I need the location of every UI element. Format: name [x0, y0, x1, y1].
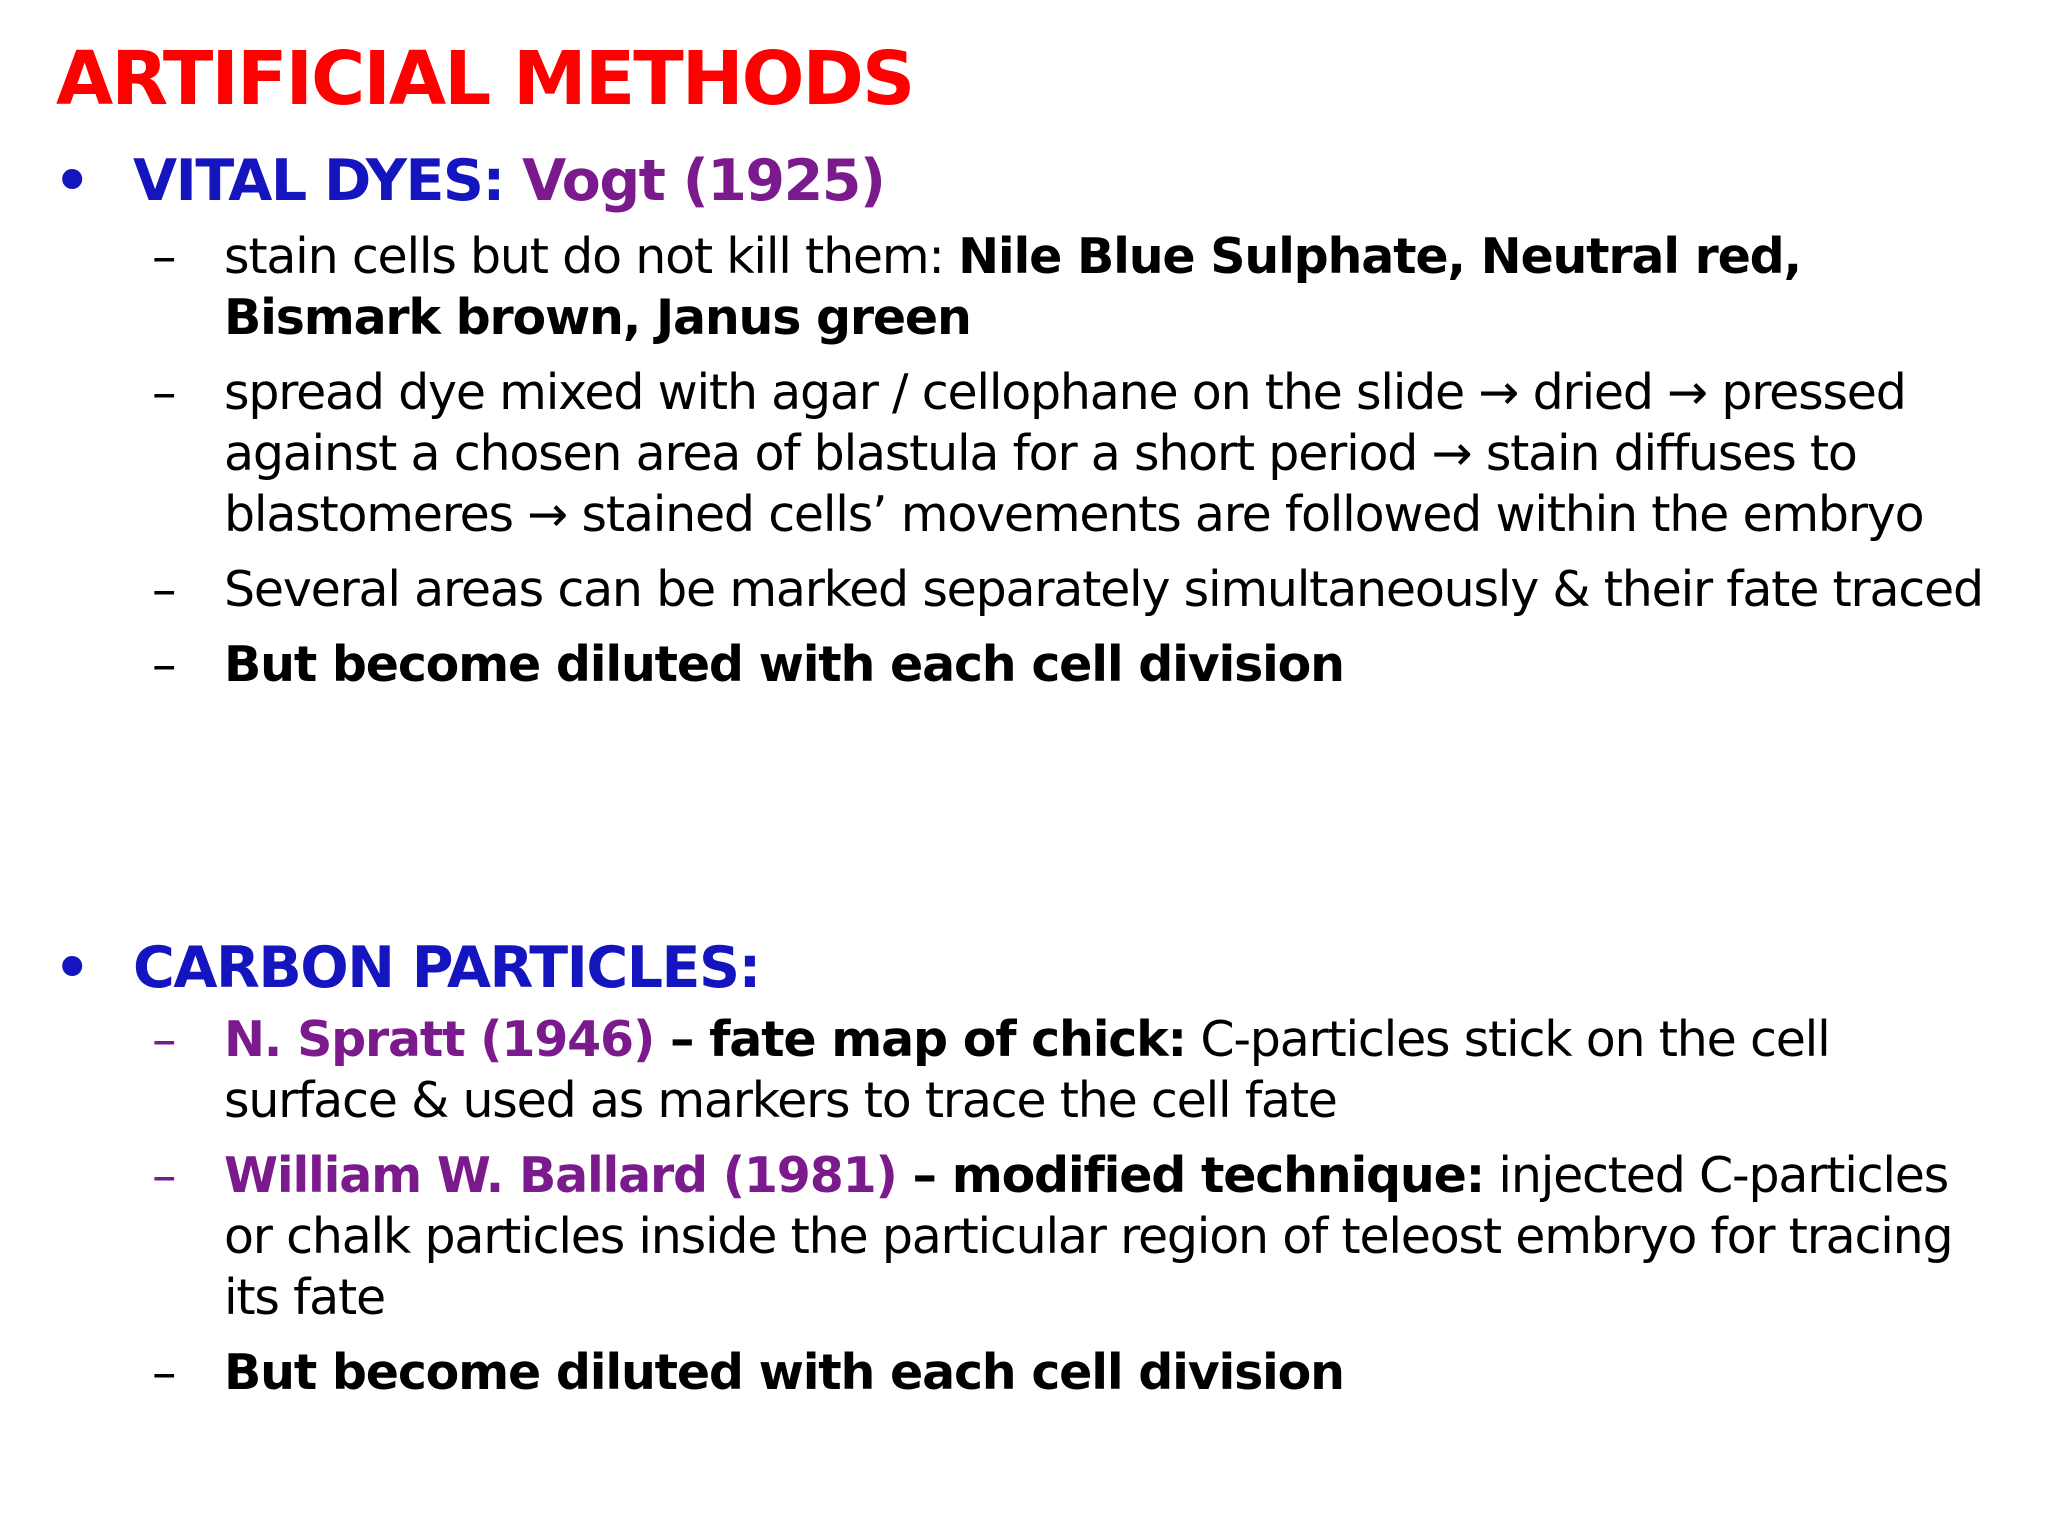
sub-point-text: Several areas can be marked separately simultaneously & their fate traced — [224, 561, 1983, 618]
arrow-right-icon: → — [1478, 364, 1519, 421]
dash-icon: – — [152, 1147, 176, 1204]
section-heading — [133, 935, 760, 1001]
section-heading-row — [0, 935, 2048, 1001]
dash-icon: – — [152, 561, 176, 618]
section-heading-row — [0, 148, 2048, 214]
sub-point-bold-text: – fate map of chick: — [654, 1011, 1186, 1068]
section-heading — [133, 148, 884, 214]
sub-point — [0, 1342, 2048, 1403]
bullet-icon: • — [54, 935, 89, 1001]
sub-point-author: N. Spratt (1946) — [224, 1011, 655, 1068]
step-text: spread dye mixed with agar / cellophane on the slide — [224, 364, 1464, 421]
arrow-right-icon: → — [527, 486, 568, 543]
bullet-icon: • — [54, 148, 89, 214]
step-text: stain diffuses to blastomeres — [224, 425, 1857, 543]
dash-icon: – — [152, 228, 176, 285]
sub-point-bold-text: – modified technique: — [896, 1147, 1485, 1204]
heading-label: VITAL DYES: — [133, 148, 504, 214]
sub-point-bold-text: But become diluted with each cell division — [224, 636, 1344, 693]
sub-point — [0, 1009, 2048, 1131]
dash-icon: – — [152, 364, 176, 421]
dash-icon: – — [152, 636, 176, 693]
sub-point — [0, 559, 2048, 620]
sub-point-text: injected C-particles or chalk particles inside the particular region of teleost embryo for tracing its fate — [224, 1147, 1953, 1326]
sub-point-author: William W. Ballard (1981) — [224, 1147, 897, 1204]
arrow-right-icon: → — [1431, 425, 1472, 482]
sub-point — [0, 226, 2048, 348]
sub-point-list — [0, 1009, 2048, 1403]
sub-point-text: stain cells but do not kill them: — [224, 228, 959, 285]
sub-point — [0, 634, 2048, 695]
dash-icon: – — [152, 1011, 176, 1068]
sub-point-list — [0, 226, 2048, 695]
dash-icon: – — [152, 1344, 176, 1401]
step-text: pressed against a chosen area of blastula for a short period — [224, 364, 1906, 482]
step-text: stained cells’ movements are followed within the embryo — [581, 486, 1924, 543]
heading-author: Vogt (1925) — [522, 148, 885, 214]
sub-point-bold-text: Nile Blue Sulphate, Neutral red, Bismark brown, Janus green — [224, 228, 1801, 346]
section-carbon-particles — [0, 935, 2048, 1403]
slide-title: ARTIFICIAL METHODS — [56, 36, 914, 122]
sub-point — [0, 362, 2048, 545]
section-vital-dyes — [0, 148, 2048, 695]
step-text: dried — [1532, 364, 1653, 421]
sub-point — [0, 1145, 2048, 1328]
heading-label: CARBON PARTICLES: — [133, 935, 760, 1001]
sub-point-bold-text: But become diluted with each cell division — [224, 1344, 1344, 1401]
arrow-right-icon: → — [1667, 364, 1708, 421]
sub-point-text: C-particles stick on the cell surface & used as markers to trace the cell fate — [224, 1011, 1830, 1129]
